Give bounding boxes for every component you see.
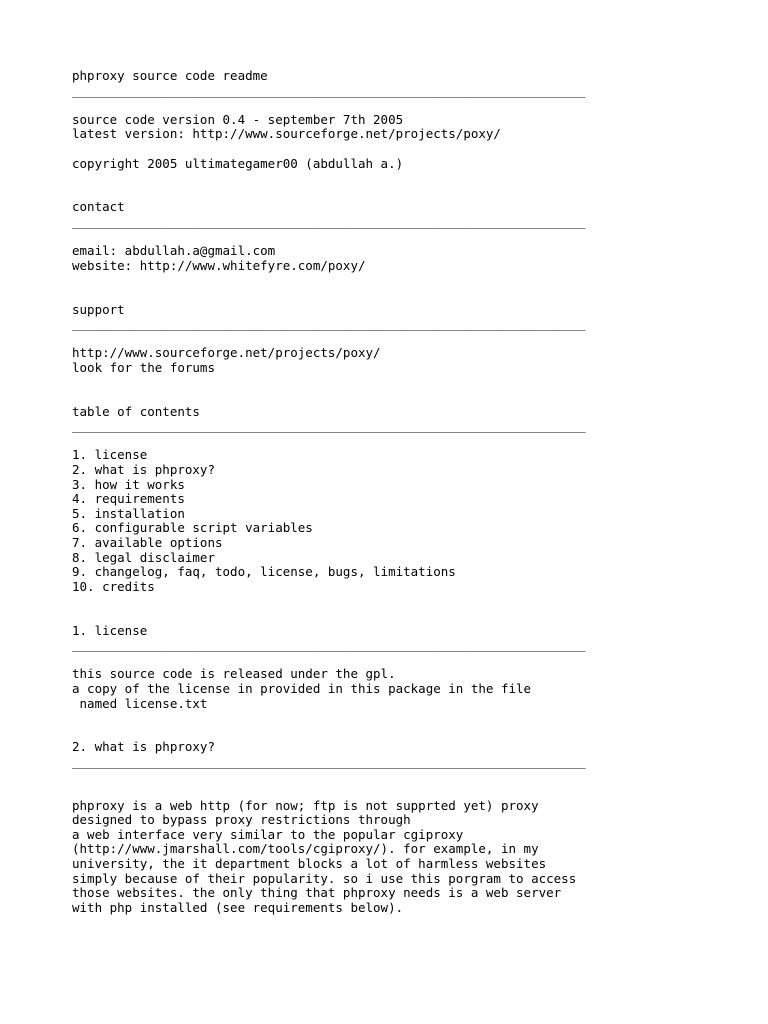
description-text: university, the it department blocks a lot of harmless websites	[72, 856, 547, 872]
license-text: named license.txt	[72, 695, 208, 711]
section-heading-what-is: 2. what is phproxy?	[72, 739, 215, 755]
blank-line	[72, 609, 672, 624]
toc-item: 2. what is phproxy?	[72, 462, 215, 478]
toc-item: 4. requirements	[72, 491, 185, 507]
blank-line	[72, 726, 672, 741]
readme-document	[72, 69, 672, 915]
section-heading-toc: table of contents	[72, 403, 200, 419]
license-text: a copy of the license in provided in this package in the file	[72, 680, 532, 696]
doc-title: phproxy source code readme	[72, 68, 268, 83]
description-text: a web interface very similar to the popular cgiproxy	[72, 826, 464, 842]
blank-line	[72, 288, 672, 303]
blank-line	[72, 653, 672, 668]
blank-line	[72, 390, 672, 405]
section-heading-support: support	[72, 301, 125, 317]
license-text: this source code is released under the gpl.	[72, 666, 396, 682]
latest-version-line: latest version: http://www.sourceforge.net/projects/poxy/	[72, 126, 501, 142]
blank-line	[72, 594, 672, 609]
blank-line	[72, 711, 672, 726]
blank-line	[72, 186, 672, 201]
support-note: look for the forums	[72, 359, 215, 375]
blank-line	[72, 332, 672, 347]
description-text: simply because of their popularity. so i use this porgram to access	[72, 870, 577, 886]
section-rule: _________________________________________________________________________________	[72, 754, 585, 769]
blank-line	[72, 784, 672, 799]
description-text: (http://www.jmarshall.com/tools/cgiproxy/). for example, in my	[72, 841, 539, 857]
section-rule: _________________________________________________________________________________	[72, 638, 585, 653]
toc-item: 6. configurable script variables	[72, 520, 313, 536]
version-line: source code version 0.4 - september 7th 2005	[72, 111, 404, 127]
blank-line	[72, 375, 672, 390]
blank-line	[72, 98, 672, 113]
toc-item: 3. how it works	[72, 476, 185, 492]
blank-line	[72, 230, 672, 245]
description-text: designed to bypass proxy restrictions through	[72, 812, 411, 828]
section-rule: _________________________________________________________________________________	[72, 317, 585, 332]
blank-line	[72, 770, 672, 785]
contact-email: email: abdullah.a@gmail.com	[72, 243, 276, 259]
contact-website: website: http://www.whitefyre.com/poxy/	[72, 257, 366, 273]
section-rule: _________________________________________________________________________________	[72, 214, 585, 229]
section-heading-license: 1. license	[72, 622, 148, 638]
description-text: with php installed (see requirements below).	[72, 899, 404, 915]
section-rule: _________________________________________________________________________________	[72, 419, 585, 434]
toc-item: 10. credits	[72, 578, 155, 594]
blank-line	[72, 434, 672, 449]
section-heading-contact: contact	[72, 199, 125, 215]
toc-item: 7. available options	[72, 535, 223, 550]
description-text: those websites. the only thing that phproxy needs is a web server	[72, 885, 562, 901]
support-url: http://www.sourceforge.net/projects/poxy/	[72, 345, 381, 361]
toc-item: 8. legal disclaimer	[72, 549, 215, 565]
toc-item: 9. changelog, faq, todo, license, bugs, limitations	[72, 564, 456, 580]
blank-line	[72, 142, 672, 157]
blank-line	[72, 273, 672, 288]
blank-line	[72, 171, 672, 186]
toc-item: 5. installation	[72, 505, 185, 521]
copyright-line: copyright 2005 ultimategamer00 (abdullah a.)	[72, 155, 404, 171]
description-text: phproxy is a web http (for now; ftp is not supprted yet) proxy	[72, 797, 539, 813]
toc-item: 1. license	[72, 447, 148, 463]
section-rule: _________________________________________________________________________________	[72, 83, 585, 98]
